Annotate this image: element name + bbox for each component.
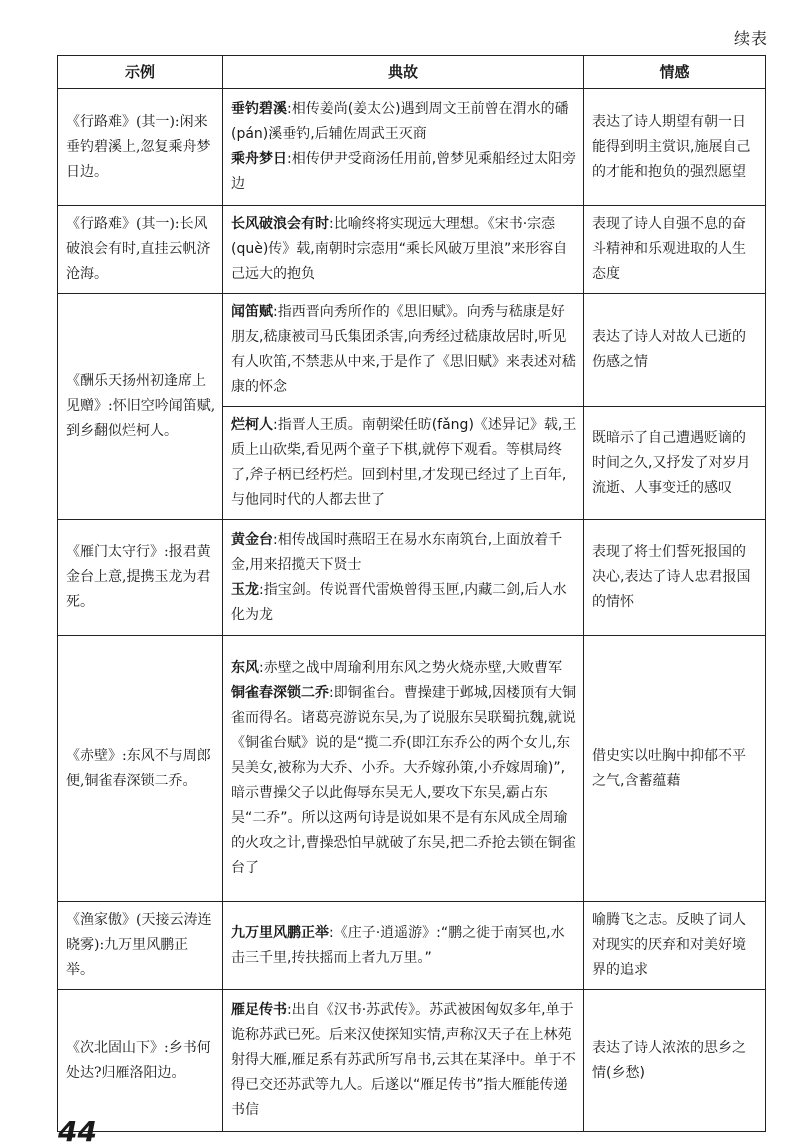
allusion-term: 九万里风鹏正举 — [231, 924, 329, 941]
table-row — [58, 206, 766, 294]
allusion-text: :指西晋向秀所作的《思旧赋》。向秀与嵇康是好朋友,嵇康被司马氏集团杀害,向秀经过嵇康故居时,听见有人吹笛,不禁悲从中来,于是作了《思旧赋》来表述对嵇康的怀念 — [231, 304, 576, 395]
emotion-cell: 表现了将士们誓死报国的决心,表达了诗人忠君报国的情怀 — [584, 520, 766, 636]
emotion-cell: 表达了诗人浓浓的思乡之情(乡愁) — [584, 990, 766, 1132]
header-emotion: 情感 — [584, 56, 766, 89]
allusion-entry — [231, 300, 577, 400]
emotion-cell: 表达了诗人期望有朝一日能得到明主赏识,施展自己的才能和抱负的强烈愿望 — [584, 89, 766, 206]
example-cell: 《渔家傲》(天接云涛连晓雾):九万里风鹏正举。 — [58, 902, 223, 990]
allusion-text: :指晋人王质。南朝梁任昉(fǎng)《述异记》载,王质上山砍柴,看见两个童子下棋,就停下观看。等棋局终了,斧子柄已经朽烂。回到村里,才发现已经过了上百年,与他同时代的人都去世了 — [231, 417, 577, 508]
allusion-text: :比喻终将实现远大理想。《宋书·宗悫(què)传》载,南朝时宗悫用“乘长风破万里浪”来形容自己远大的抱负 — [231, 216, 568, 282]
allusion-entry — [231, 147, 577, 197]
header-example: 示例 — [58, 56, 223, 89]
continued-table-label: 续表 — [733, 29, 768, 48]
allusion-term: 闻笛赋 — [231, 304, 273, 320]
allusion-term: 雁足传书 — [231, 1002, 287, 1018]
page-number: 44 — [58, 1115, 97, 1148]
emotion-cell: 既暗示了自己遭遇贬谪的时间之久,又抒发了对岁月流逝、人事变迁的感叹 — [584, 407, 766, 520]
table-row — [58, 520, 766, 636]
emotion-cell: 喻腾飞之志。反映了词人对现实的厌弃和对美好境界的追求 — [584, 902, 766, 990]
allusion-text: :指宝剑。传说晋代雷焕曾得玉匣,内藏二剑,后人水化为龙 — [231, 581, 567, 623]
allusion-text: :相传伊尹受商汤任用前,曾梦见乘船经过太阳旁边 — [231, 151, 577, 192]
allusion-text: :出自《汉书·苏武传》。苏武被困匈奴多年,单于诡称苏武已死。后来汉使探知实情,声称汉天子在上林苑射得大雁,雁足系有苏武所写帛书,云其在某泽中。单于不得已交还苏武等九人。后遂以“雁足传书”指大雁能传递书信 — [231, 1002, 576, 1118]
allusion-entry — [231, 921, 577, 971]
allusion-entry — [231, 413, 577, 513]
allusion-term: 乘舟梦日 — [231, 151, 287, 167]
emotion-cell: 表达了诗人对故人已逝的伤感之情 — [584, 294, 766, 407]
allusion-cell — [223, 520, 584, 636]
table-row — [58, 636, 766, 902]
allusion-term: 烂柯人 — [231, 417, 273, 433]
example-cell: 《雁门太守行》:报君黄金台上意,提携玉龙为君死。 — [58, 520, 223, 636]
header-allusion: 典故 — [223, 56, 584, 89]
allusion-term: 黄金台 — [231, 531, 273, 548]
allusion-term: 垂钓碧溪 — [231, 101, 287, 117]
allusion-cell — [223, 990, 584, 1132]
allusion-cell — [223, 407, 584, 520]
table-header-row — [58, 56, 766, 89]
table-row — [58, 902, 766, 990]
allusion-term: 长风破浪会有时 — [231, 216, 329, 232]
table-row — [58, 294, 766, 407]
allusion-entry — [231, 97, 577, 147]
example-cell: 《赤壁》:东风不与周郎便,铜雀春深锁二乔。 — [58, 636, 223, 902]
allusion-table — [57, 55, 766, 1132]
emotion-cell: 表现了诗人自强不息的奋斗精神和乐观进取的人生态度 — [584, 206, 766, 294]
example-cell: 《次北固山下》:乡书何处达?归雁洛阳边。 — [58, 990, 223, 1132]
allusion-text: :相传战国时燕昭王在易水东南筑台,上面放着千金,用来招揽天下贤士 — [231, 531, 563, 573]
allusion-cell — [223, 294, 584, 407]
allusion-term: 铜雀春深锁二乔 — [231, 685, 329, 701]
allusion-entry — [231, 998, 577, 1123]
allusion-entry — [231, 656, 577, 681]
example-cell: 《行路难》(其一):长风破浪会有时,直挂云帆济沧海。 — [58, 206, 223, 294]
table-row — [58, 89, 766, 206]
allusion-cell — [223, 89, 584, 206]
allusion-term: 玉龙 — [231, 581, 259, 598]
allusion-entry — [231, 578, 577, 628]
example-cell: 《行路难》(其一):闲来垂钓碧溪上,忽复乘舟梦日边。 — [58, 89, 223, 206]
allusion-text: :相传姜尚(姜太公)遇到周文王前曾在渭水的磻(pán)溪垂钓,后辅佐周武王灭商 — [231, 101, 569, 142]
allusion-entry — [231, 681, 577, 881]
allusion-term: 东风 — [231, 660, 259, 676]
allusion-text: :《庄子·逍遥游》:“鹏之徙于南冥也,水击三千里,抟扶摇而上者九万里。” — [231, 924, 565, 966]
allusion-entry — [231, 528, 577, 578]
allusion-text: :赤壁之战中周瑜利用东风之势火烧赤壁,大败曹军 — [259, 660, 563, 676]
allusion-cell — [223, 636, 584, 902]
allusion-entry — [231, 212, 577, 287]
allusion-cell — [223, 902, 584, 990]
table-row — [58, 990, 766, 1132]
emotion-cell: 借史实以吐胸中抑郁不平之气,含蓄蕴藉 — [584, 636, 766, 902]
allusion-text: :即铜雀台。曹操建于邺城,因楼顶有大铜雀而得名。诸葛亮游说东吴,为了说服东吴联蜀抗魏,就说《铜雀台赋》说的是“揽二乔(即江东乔公的两个女儿,东吴美女,被称为大乔、小乔。大乔嫁孙策,小乔嫁周瑜)”,暗示曹操父子以此侮辱东吴无人,要攻下东吴,霸占东吴“二乔”。所以这两句诗是说如果不是有东风成全周瑜的火攻之计,曹操恐怕早就破了东吴,把二乔抢去锁在铜雀台了 — [231, 685, 577, 876]
example-cell: 《酬乐天扬州初逢席上见赠》:怀旧空吟闻笛赋,到乡翻似烂柯人。 — [58, 294, 223, 520]
allusion-cell — [223, 206, 584, 294]
